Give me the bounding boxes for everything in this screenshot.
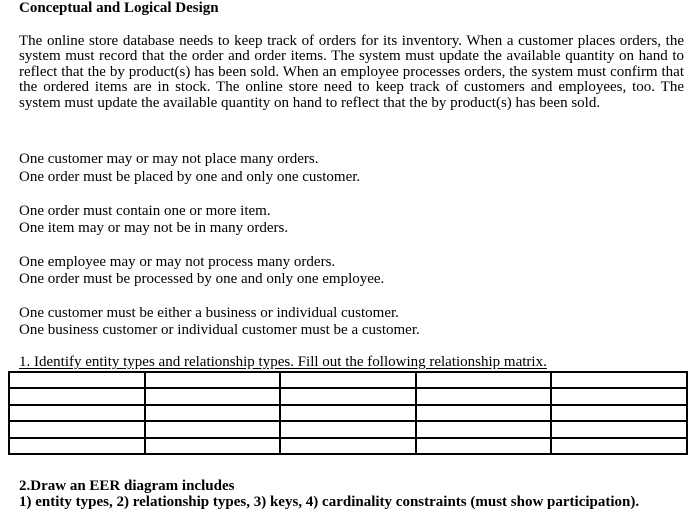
matrix-cell[interactable] [145,388,281,404]
rule-order-item-2: One item may or may not be in many orders. [19,220,289,236]
matrix-cell[interactable] [551,372,687,388]
matrix-row [9,405,687,421]
matrix-cell[interactable] [280,438,416,454]
matrix-row [9,388,687,404]
matrix-cell[interactable] [9,405,145,421]
matrix-cell[interactable] [416,388,552,404]
matrix-cell[interactable] [9,438,145,454]
rule-customer-subtype-2: One business customer or individual customer must be a customer. [19,322,420,338]
matrix-cell[interactable] [280,405,416,421]
matrix-cell[interactable] [416,438,552,454]
matrix-cell[interactable] [416,421,552,437]
matrix-cell[interactable] [9,372,145,388]
matrix-row [9,421,687,437]
matrix-cell[interactable] [145,438,281,454]
matrix-cell[interactable] [551,405,687,421]
rule-employee-order-1: One employee may or may not process many orders. [19,254,336,270]
question-1-text: 1. Identify entity types and relationship types. Fill out the following relationship matrix. [19,354,547,370]
rule-customer-order-1: One customer may or may not place many orders. [19,151,319,167]
question-2-heading: 2.Draw an EER diagram includes [19,478,235,494]
matrix-row [9,438,687,454]
document-title: Conceptual and Logical Design [19,0,219,16]
matrix-cell[interactable] [145,405,281,421]
matrix-cell[interactable] [551,438,687,454]
matrix-row [9,372,687,388]
rule-customer-order-2: One order must be placed by one and only one customer. [19,169,361,185]
question-2-body: 1) entity types, 2) relationship types, 3) keys, 4) cardinality constraints (must show participation). [19,494,640,510]
matrix-cell[interactable] [280,421,416,437]
matrix-cell[interactable] [9,421,145,437]
rule-order-item-1: One order must contain one or more item. [19,203,271,219]
matrix-cell[interactable] [551,388,687,404]
matrix-cell[interactable] [145,421,281,437]
matrix-cell[interactable] [9,388,145,404]
rule-employee-order-2: One order must be processed by one and only one employee. [19,271,385,287]
rule-customer-subtype-1: One customer must be either a business or individual customer. [19,305,399,321]
matrix-cell[interactable] [551,421,687,437]
matrix-cell[interactable] [416,405,552,421]
matrix-cell[interactable] [416,372,552,388]
question-1 [19,354,547,371]
matrix-cell[interactable] [145,372,281,388]
intro-paragraph: The online store database needs to keep track of orders for its inventory. When a customer places orders, the system must record that the order and order items. The system must update the available quantity on hand to reflect that the by product(s) has been sold. When an employee processes orders, the system must confirm that the ordered items are in stock. The online store need to keep track of customers and employees, too. The system must update the available quantity on hand to reflect that the by product(s) has been sold. [19,33,684,111]
matrix-cell[interactable] [280,388,416,404]
relationship-matrix [8,371,688,455]
matrix-cell[interactable] [280,372,416,388]
